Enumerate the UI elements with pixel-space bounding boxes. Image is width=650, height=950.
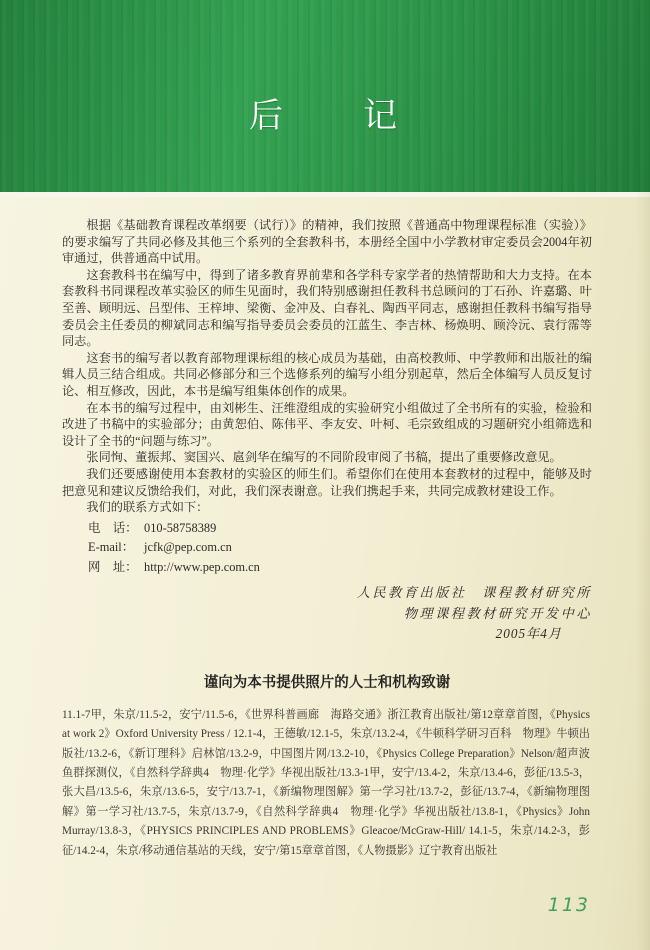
contact-website-value: http://www.pep.com.cn (144, 559, 260, 574)
contact-email (88, 538, 592, 558)
contact-block (88, 519, 592, 578)
contact-phone-value: 010-58758389 (144, 520, 217, 535)
contact-phone (88, 519, 592, 539)
afterword-paragraph: 这套教科书在编写中，得到了诸多教育界前辈和各学科专家学者的热情帮助和大力支持。在本套教科书同课程改革实验区的师生见面时，我们特别感谢担任教科书总顾问的丁石孙、许嘉璐、叶至善、顾明远、吕型伟、王梓坤、梁衡、金冲及、白春礼、陶西平同志，感谢担任教科书编写指导委员会主任委员的柳斌同志和编写指导委员会委员的江蓝生、李吉林、杨焕明、顾泠沅、袁行霈等同志。 (62, 267, 592, 349)
photo-credits-text: 11.1-7甲，朱京/11.5-2，安宁/11.5-6，《世界科普画廊 海路交通》浙江教育出版社/第12章章首图，《Physics at work 2》Oxford University Press / 12.1-4，王德敏/12.1-5，朱京/13.2-4，《牛顿科学研习百科 物理》牛顿出版社/13.2-6，《新订理科》启林馆/13.2-9，中国图片网/13.2-10，《Physics College Preparation》Nelson/超声波鱼群探测仪，《自然科学辞典4 物理·化学》华视出版社/13.3-1甲，安宁/13.4-2，朱京/13.4-6，彭征/13.5-3，张大昌/13.5-6，朱京/13.6-5，安宁/13.7-1，《新编物理图解》第一学习社/13.7-2，彭征/13.7-4，《新编物理图解》第一学习社/13.7-5，朱京/13.7-9，《自然科学辞典4 物理·化学》华视出版社/13.8-1，《Physics》John Murray/13.8-3，《PHYSICS PRINCIPLES AND PROBLEMS》Gleacoe/McGraw-Hill/ 14.1-5，朱京/14.2-3，彭征/14.2-4，朱京/移动通信基站的天线，安宁/第15章章首图，《人物摄影》辽宁教育出版社 (62, 708, 590, 857)
page-number: 113 (547, 894, 590, 916)
page-content (0, 197, 650, 861)
page-title: 后 记 (249, 98, 401, 135)
contact-email-value: jcfk@pep.com.cn (144, 540, 232, 555)
afterword-paragraph: 在本书的编写过程中，由刘彬生、汪维澄组成的实验研究小组做过了全书所有的实验，检验和改进了书稿中的实验部分；由黄恕伯、陈伟平、李友安、叶柯、毛宗致组成的习题研究小组筛选和设计了全书的“问题与练习”。 (62, 400, 592, 448)
afterword-paragraph: 张同恂、董振邦、窦国兴、扈剑华在编写的不同阶段审阅了书稿，提出了重要修改意见。 (86, 450, 562, 465)
signature-date: 2005年4月 (495, 626, 562, 642)
signature-line-publisher: 人民教育出版社 课程教材研究所 (356, 585, 592, 601)
photo-credits-title: 谨向为本书提供照片的人士和机构致谢 (203, 674, 451, 691)
afterword-paragraph: 这套书的编写者以教育部物理课标组的核心成员为基础，由高校教师、中学教师和出版社的编辑人员三结合组成。共同必修部分和三个选修系列的编写小组分别起草，然后全体编写人员反复讨论、相互修改，因此，本书是编写组集体创作的成果。 (62, 350, 592, 398)
signature-line-center: 物理课程教材研究开发中心 (403, 605, 592, 621)
photo-credits-section (62, 671, 592, 861)
publisher-signature (62, 583, 592, 645)
afterword-paragraph: 我们还要感谢使用本套教材的实验区的师生们。希望你们在使用本套教材的过程中，能够及时把意见和建议反馈给我们，对此，我们深表谢意。让我们携起手来，共同完成教材建设工作。 (62, 466, 592, 498)
contact-phone-label: 电 话： (88, 520, 138, 535)
contact-email-label: E-mail： (88, 540, 135, 555)
page-header (0, 0, 650, 197)
contact-website-label: 网 址： (88, 559, 138, 574)
contact-website (88, 558, 592, 578)
afterword-paragraph: 根据《基础教育课程改革纲要（试行）》的精神，我们按照《普通高中物理课程标准（实验）》的要求编写了共同必修及其他三个系列的全套教科书，本册经全国中小学教材审定委员会2004年初审通过，供普通高中试用。 (62, 218, 592, 266)
afterword-paragraph: 我们的联系方式如下： (86, 500, 209, 515)
